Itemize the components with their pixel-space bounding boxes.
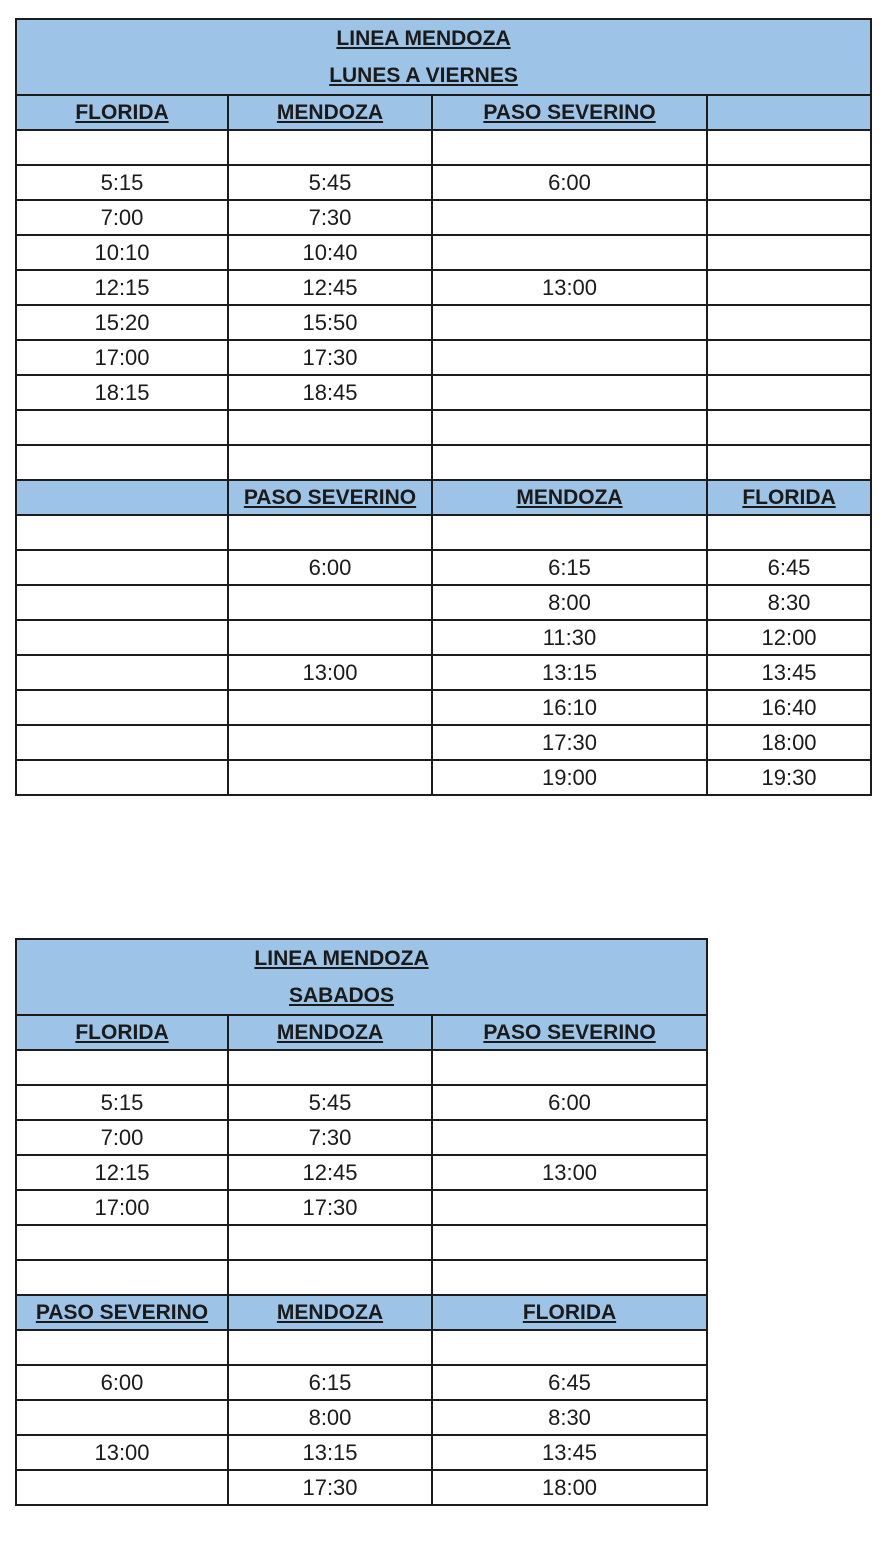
table-row <box>16 620 871 655</box>
time-cell <box>228 1330 432 1365</box>
time-cell <box>16 1330 228 1365</box>
column-header: MENDOZA <box>228 95 432 130</box>
schedule-title <box>16 939 707 1015</box>
time-cell: 15:20 <box>16 305 228 340</box>
time-cell <box>432 1330 707 1365</box>
title-line1: LINEA MENDOZA <box>254 947 429 970</box>
time-cell <box>432 305 707 340</box>
time-cell <box>432 1225 707 1260</box>
time-cell <box>16 410 228 445</box>
time-cell <box>432 410 707 445</box>
time-cell <box>228 725 432 760</box>
time-cell <box>16 725 228 760</box>
table-row <box>16 1050 707 1085</box>
time-cell: 13:00 <box>432 1155 707 1190</box>
time-cell: 19:00 <box>432 760 707 795</box>
table-row <box>16 1400 707 1435</box>
time-cell: 17:00 <box>16 1190 228 1225</box>
time-cell <box>432 375 707 410</box>
time-cell: 13:45 <box>432 1435 707 1470</box>
time-cell <box>228 445 432 480</box>
time-cell: 5:45 <box>228 165 432 200</box>
title-line1: LINEA MENDOZA <box>336 27 511 50</box>
time-cell: 6:00 <box>432 1085 707 1120</box>
weekday-schedule-body <box>16 19 871 795</box>
table-row <box>16 235 871 270</box>
table-row <box>16 1155 707 1190</box>
table-row <box>16 1365 707 1400</box>
time-cell <box>228 620 432 655</box>
column-header: FLORIDA <box>432 1295 707 1330</box>
table-row <box>16 1085 707 1120</box>
title-row <box>16 939 707 1015</box>
time-cell: 15:50 <box>228 305 432 340</box>
time-cell: 16:40 <box>707 690 871 725</box>
time-cell <box>16 620 228 655</box>
time-cell: 7:00 <box>16 200 228 235</box>
table-row <box>16 760 871 795</box>
column-header <box>16 480 228 515</box>
time-cell: 13:00 <box>228 655 432 690</box>
time-cell <box>432 340 707 375</box>
title-line2: LUNES A VIERNES <box>329 64 518 87</box>
time-cell <box>16 1400 228 1435</box>
time-cell: 8:30 <box>432 1400 707 1435</box>
saturday-schedule-table <box>15 938 708 1506</box>
time-cell <box>16 585 228 620</box>
table-row <box>16 200 871 235</box>
time-cell <box>228 1260 432 1295</box>
table-row <box>16 375 871 410</box>
column-header <box>707 95 871 130</box>
table-row <box>16 1330 707 1365</box>
time-cell: 12:00 <box>707 620 871 655</box>
table-row <box>16 305 871 340</box>
time-cell <box>707 445 871 480</box>
time-cell: 13:15 <box>432 655 707 690</box>
time-cell <box>432 445 707 480</box>
column-header: PASO SEVERINO <box>228 480 432 515</box>
time-cell: 6:45 <box>432 1365 707 1400</box>
time-cell <box>707 340 871 375</box>
column-header: FLORIDA <box>16 1015 228 1050</box>
time-cell <box>707 165 871 200</box>
time-cell: 6:00 <box>228 550 432 585</box>
table-row <box>16 270 871 305</box>
time-cell: 17:30 <box>228 1470 432 1505</box>
time-cell: 10:10 <box>16 235 228 270</box>
time-cell: 5:15 <box>16 165 228 200</box>
time-cell: 6:15 <box>432 550 707 585</box>
time-cell <box>228 130 432 165</box>
time-cell <box>16 1260 228 1295</box>
time-cell <box>16 655 228 690</box>
time-cell <box>707 375 871 410</box>
time-cell <box>228 410 432 445</box>
time-cell: 7:30 <box>228 200 432 235</box>
column-header: MENDOZA <box>228 1295 432 1330</box>
time-cell <box>16 1470 228 1505</box>
column-header: FLORIDA <box>16 95 228 130</box>
time-cell: 12:15 <box>16 1155 228 1190</box>
time-cell: 17:00 <box>16 340 228 375</box>
table-row <box>16 165 871 200</box>
table-row <box>16 130 871 165</box>
time-cell: 13:00 <box>432 270 707 305</box>
saturday-schedule-body <box>16 939 707 1505</box>
time-cell: 13:15 <box>228 1435 432 1470</box>
title-row <box>16 19 871 95</box>
time-cell <box>16 445 228 480</box>
column-header: PASO SEVERINO <box>432 95 707 130</box>
time-cell <box>228 515 432 550</box>
title-line2: SABADOS <box>289 984 395 1007</box>
time-cell: 18:00 <box>432 1470 707 1505</box>
time-cell <box>707 270 871 305</box>
table-row <box>16 410 871 445</box>
time-cell: 7:00 <box>16 1120 228 1155</box>
time-cell: 13:00 <box>16 1435 228 1470</box>
time-cell <box>228 1050 432 1085</box>
time-cell <box>16 515 228 550</box>
time-cell: 7:30 <box>228 1120 432 1155</box>
column-header: MENDOZA <box>432 480 707 515</box>
time-cell: 6:45 <box>707 550 871 585</box>
time-cell: 19:30 <box>707 760 871 795</box>
time-cell: 8:00 <box>432 585 707 620</box>
table-row <box>16 585 871 620</box>
return-header-row <box>16 1295 707 1330</box>
outbound-header-row <box>16 95 871 130</box>
time-cell: 18:00 <box>707 725 871 760</box>
time-cell <box>16 1225 228 1260</box>
table-row <box>16 340 871 375</box>
time-cell <box>432 200 707 235</box>
time-cell <box>16 1050 228 1085</box>
time-cell: 6:15 <box>228 1365 432 1400</box>
time-cell: 11:30 <box>432 620 707 655</box>
table-row <box>16 1225 707 1260</box>
weekday-schedule-table <box>15 18 872 796</box>
time-cell <box>432 1260 707 1295</box>
column-header: PASO SEVERINO <box>16 1295 228 1330</box>
time-cell: 6:00 <box>16 1365 228 1400</box>
time-cell <box>432 1120 707 1155</box>
time-cell: 12:45 <box>228 270 432 305</box>
time-cell: 8:00 <box>228 1400 432 1435</box>
time-cell: 12:45 <box>228 1155 432 1190</box>
time-cell: 17:30 <box>228 1190 432 1225</box>
time-cell <box>432 1190 707 1225</box>
table-row <box>16 515 871 550</box>
time-cell: 13:45 <box>707 655 871 690</box>
column-header: PASO SEVERINO <box>432 1015 707 1050</box>
table-row <box>16 1435 707 1470</box>
column-header: FLORIDA <box>707 480 871 515</box>
time-cell: 6:00 <box>432 165 707 200</box>
time-cell <box>707 130 871 165</box>
time-cell <box>432 235 707 270</box>
time-cell <box>16 550 228 585</box>
time-cell <box>16 690 228 725</box>
time-cell <box>707 235 871 270</box>
return-header-row <box>16 480 871 515</box>
table-row <box>16 1190 707 1225</box>
table-row <box>16 445 871 480</box>
table-row <box>16 1470 707 1505</box>
time-cell <box>228 1225 432 1260</box>
time-cell: 5:45 <box>228 1085 432 1120</box>
time-cell: 18:45 <box>228 375 432 410</box>
time-cell: 17:30 <box>432 725 707 760</box>
time-cell <box>228 690 432 725</box>
time-cell: 18:15 <box>16 375 228 410</box>
table-row <box>16 655 871 690</box>
table-row <box>16 690 871 725</box>
time-cell <box>432 1050 707 1085</box>
time-cell <box>228 585 432 620</box>
time-cell <box>16 130 228 165</box>
time-cell: 16:10 <box>432 690 707 725</box>
table-row <box>16 725 871 760</box>
time-cell <box>432 130 707 165</box>
time-cell <box>707 305 871 340</box>
time-cell: 10:40 <box>228 235 432 270</box>
table-row <box>16 1120 707 1155</box>
time-cell: 17:30 <box>228 340 432 375</box>
column-header: MENDOZA <box>228 1015 432 1050</box>
outbound-header-row <box>16 1015 707 1050</box>
schedule-title <box>16 19 871 95</box>
time-cell <box>707 200 871 235</box>
time-cell <box>16 760 228 795</box>
time-cell <box>707 410 871 445</box>
table-row <box>16 1260 707 1295</box>
table-row <box>16 550 871 585</box>
time-cell: 5:15 <box>16 1085 228 1120</box>
time-cell <box>228 760 432 795</box>
time-cell <box>432 515 707 550</box>
time-cell <box>707 515 871 550</box>
time-cell: 8:30 <box>707 585 871 620</box>
time-cell: 12:15 <box>16 270 228 305</box>
